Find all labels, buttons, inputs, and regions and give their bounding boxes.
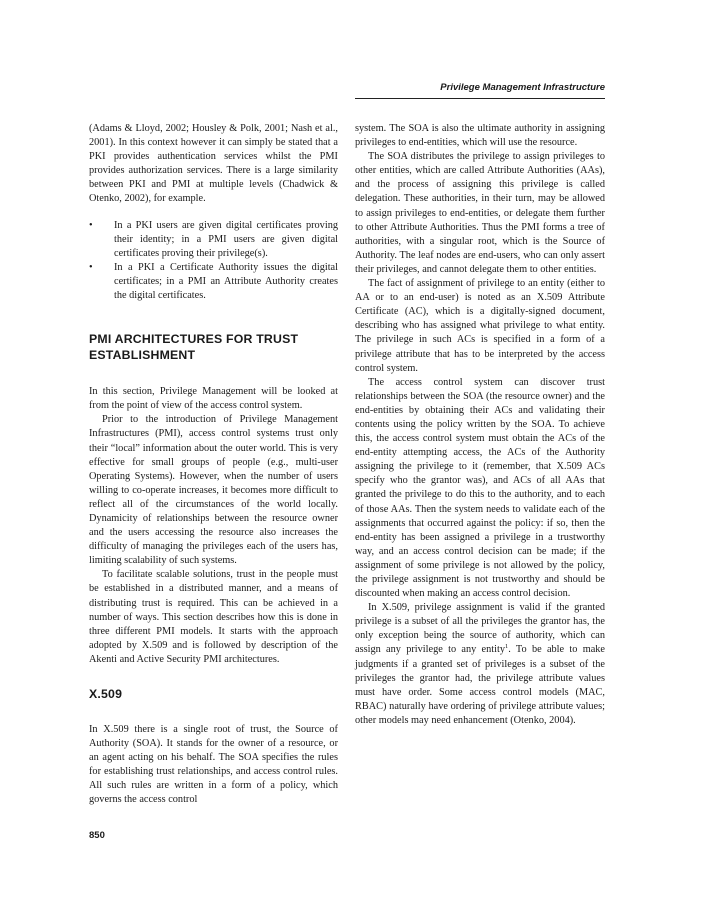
section-heading-pmi-architectures: PMI ARCHITECTURES FOR TRUST ESTABLISHMENT [89,332,299,363]
bullet-dot-icon: • [89,261,93,273]
bullet-list [89,219,338,304]
section2-paragraph: In X.509 there is a single root of trust, the Source of Authority (SOA). It stands for the owner of a resource, or an agent acting on his behalf. The SOA specifies the rules for establishing trust relationships, and access control rules. All such rules are written in a form of a policy, which governs the access control [89,724,338,806]
right-column [355,122,605,728]
left-column [89,122,338,808]
body-paragraph: The access control system can discover trust relationships between the SOA (the resource owner) and the end-entities by obtaining their ACs and validating their contents using the policy written by the SOA. To achieve this, the access control system must obtain the ACs of the end-entity attempting access, the ACs of the Authority assigning the privilege to it (remember, that X.509 ACs specify who the grantor was), and ACs of all AAs that granted the privilege to do this to the authority, and to each of those AAs. Then the system needs to validate each of the assignments that occurred against the policy: if so, then the end-entity has been assigned a privilege in a trustworthy way, and an access control decision can be made; if the assignment of some privilege is not allowed by the policy, the privilege assignment is not trustworthy and should be discounted when making an access control decision. [355,376,605,600]
section1-paragraph: To facilitate scalable solutions, trust in the people must be established in a distributed manner, and a means of distributing trust is required. This can be achieved in a number of ways. This section describes how this is done in three different PMI models. It starts with the approach adopted by X.509 and is followed by description of the Akenti and Active Security PMI architectures. [89,569,338,665]
bullet-item [89,219,338,261]
bullet-dot-icon: • [89,219,93,231]
intro-paragraph: (Adams & Lloyd, 2002; Housley & Polk, 2001; Nash et al., 2001). In this context however it can simply be stated that a PKI provides authentication services whilst the PMI provides authorization services. There is a large similarity between PKI and PMI at multiple levels (Chadwick & Otenko, 2002), for example. [89,123,338,205]
section1-paragraph: Prior to the introduction of Privilege Management Infrastructures (PMI), access control systems trust only their “local” information about the outer world. This is very effective for small groups of people (e.g., multi-user Operating Systems). However, when the number of users willing to co-operate increases, it becomes more difficult to reflect all of the circumstances of the world locally. Dynamicity of relationships between the resource owner and the users accessing the resource also increases the difficulty of managing the privileges each of the users has, limiting scalability of such systems. [89,414,338,567]
body-paragraph: The SOA distributes the privilege to assign privileges to other entities, which are called Attribute Authorities (AAs), and the process of assigning this privilege is called delegation. These authorities, in their turn, may be allowed to assign privileges to end-entities, or delegate them further to other Attribute Authorities. Thus the PMI forms a tree of authorities, with a singular root, which is the Source of Authority. The leaf nodes are end-users, who can only assert their privileges, and cannot delegate them to other entities. [355,151,605,275]
header-rule [355,98,605,99]
body-paragraph-last [355,601,605,728]
body-paragraph: system. The SOA is also the ultimate authority in assigning privileges to end-entities, which will use the resource. [355,123,605,149]
bullet-item [89,261,338,303]
footnote-marker: 1 [505,643,509,651]
bullet-text: In a PKI a Certificate Authority issues the digital certificates; in a PMI an Attribute Authority creates the digital certificates. [114,261,338,302]
paragraph-text-start: In X.509, privilege assignment is valid if the granted privilege is a subset of all the privileges the grantor has, the only exception being the source of authority, which can assign any privilege to any entity [355,602,605,656]
section1-paragraph: In this section, Privilege Management will be looked at from the point of view of the access control system. [89,386,338,412]
page-number: 850 [89,830,105,841]
section-heading-x509: X.509 [89,687,123,701]
bullet-text: In a PKI users are given digital certificates proving their identity; in a PMI users are given digital certificates proving their privilege(s). [114,219,338,259]
paragraph-text-end: . To be able to make judgments if a granted set of privileges is a subset of the privileges the grantor had, the privilege attribute values must have order. Some access control models (MAC, RBAC) naturally have ordering of privilege attribute values; other models may need enhancement (Otenko, 2004). [355,644,605,726]
running-header: Privilege Management Infrastructure [440,82,605,93]
body-paragraph: The fact of assignment of privilege to an entity (either to AA or to an end-user) is noted as an X.509 Attribute Certificate (AC), which is a digitally-signed document, describing who has assigned what privilege to what entity. The privilege in such ACs is specified in a form of a privilege attribute that has to be interpreted by the access control system. [355,278,605,374]
